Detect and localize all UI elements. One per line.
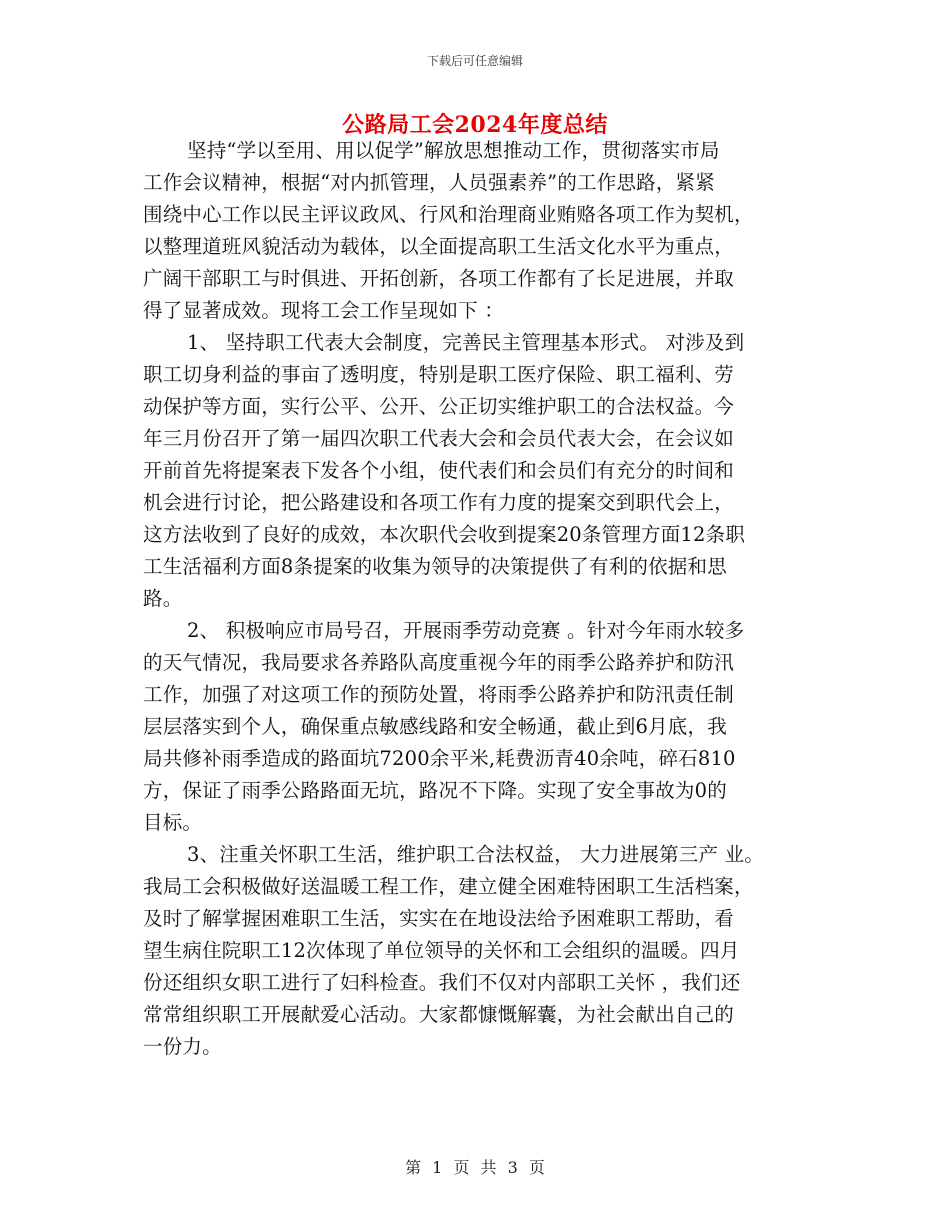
paragraph-line: 及时了解掌握困难职工生活，实实在在地设法给予困难职工帮助，看 xyxy=(143,907,735,930)
paragraph-line: 层层落实到个人，确保重点敏感线路和安全畅通，截止到6月底，我 xyxy=(143,715,727,738)
paragraph-line: 2、 积极响应市局号召，开展雨季劳动竞赛 。针对今年雨水较多 xyxy=(187,619,745,642)
paragraph-line: 的天气情况，我局要求各养路队高度重视今年的雨季公路养护和防汛 xyxy=(143,651,735,674)
paragraph-line: 以整理道班风貌活动为载体，以全面提高职工生活文化水平为重点， xyxy=(143,235,735,258)
paragraph-line: 份还组织女职工进行了妇科检查。我们不仅对内部职工关怀 ，我们还 xyxy=(143,971,741,994)
paragraph-line: 工作，加强了对这项工作的预防处置，将雨季公路养护和防汛责任制 xyxy=(143,683,735,706)
paragraph-line: 望生病住院职工12次体现了单位领导的关怀和工会组织的温暖。四月 xyxy=(143,939,740,962)
paragraph-line: 我局工会积极做好送温暖工程工作，建立健全困难特困职工生活档案， xyxy=(143,875,754,898)
paragraph-line: 围绕中心工作以民主评议政风、行风和治理商业贿赂各项工作为契机， xyxy=(143,203,754,226)
paragraph-line: 1、 坚持职工代表大会制度，完善民主管理基本形式。 对涉及到 xyxy=(187,331,745,354)
document-title: 公路局工会2024年度总结 xyxy=(342,112,608,138)
paragraph-line: 年三月份召开了第一届四次职工代表大会和会员代表大会，在会议如 xyxy=(143,427,735,450)
page-number: 第 1 页 共 3 页 xyxy=(405,1158,545,1177)
paragraph-line: 职工切身利益的事亩了透明度，特别是职工医疗保险、职工福利、劳 xyxy=(143,363,735,386)
paragraph-line: 得了显著成效。现将工会工作呈现如下 ： xyxy=(143,299,504,322)
paragraph-line: 这方法收到了良好的成效，本次职代会收到提案20条管理方面12条职 xyxy=(143,523,746,546)
paragraph-line: 工作会议精神，根据“对内抓管理，人员强素养”的工作思路，紧紧 xyxy=(143,171,715,194)
document-body xyxy=(143,135,813,1063)
paragraph-line: 目标。 xyxy=(143,811,203,834)
paragraph-line: 3、注重关怀职工生活，维护职工合法权益， 大力进展第三产 业。 xyxy=(187,843,765,866)
paragraph-line: 坚持“学以至用、用以促学”解放思想推动工作，贯彻落实市局 xyxy=(187,139,720,162)
paragraph-line: 开前首先将提案表下发各个小组，使代表们和会员们有充分的时间和 xyxy=(143,459,735,482)
paragraph-line: 方，保证了雨季公路路面无坑，路况不下降。实现了安全事故为0的 xyxy=(143,779,727,802)
paragraph-line: 广阔干部职工与时俱进、开拓创新，各项工作都有了长足进展，并取 xyxy=(143,267,735,290)
paragraph-line: 动保护等方面，实行公平、公开、公正切实维护职工的合法权益。今 xyxy=(143,395,735,418)
paragraph-line: 局共修补雨季造成的路面坑7200余平米,耗费沥青40余吨，碎石810 xyxy=(143,747,736,770)
paragraph-line: 路。 xyxy=(143,587,183,610)
paragraph-line: 常常组织职工开展献爱心活动。大家都慷慨解囊，为社会献出自己的 xyxy=(143,1003,735,1026)
paragraph-line: 工生活福利方面8条提案的收集为领导的决策提供了有利的依据和思 xyxy=(143,555,727,578)
page-header-note: 下载后可任意编辑 xyxy=(426,54,523,68)
paragraph-line: 一份力。 xyxy=(143,1035,222,1058)
paragraph-line: 机会进行讨论，把公路建设和各项工作有力度的提案交到职代会上， xyxy=(143,491,735,514)
